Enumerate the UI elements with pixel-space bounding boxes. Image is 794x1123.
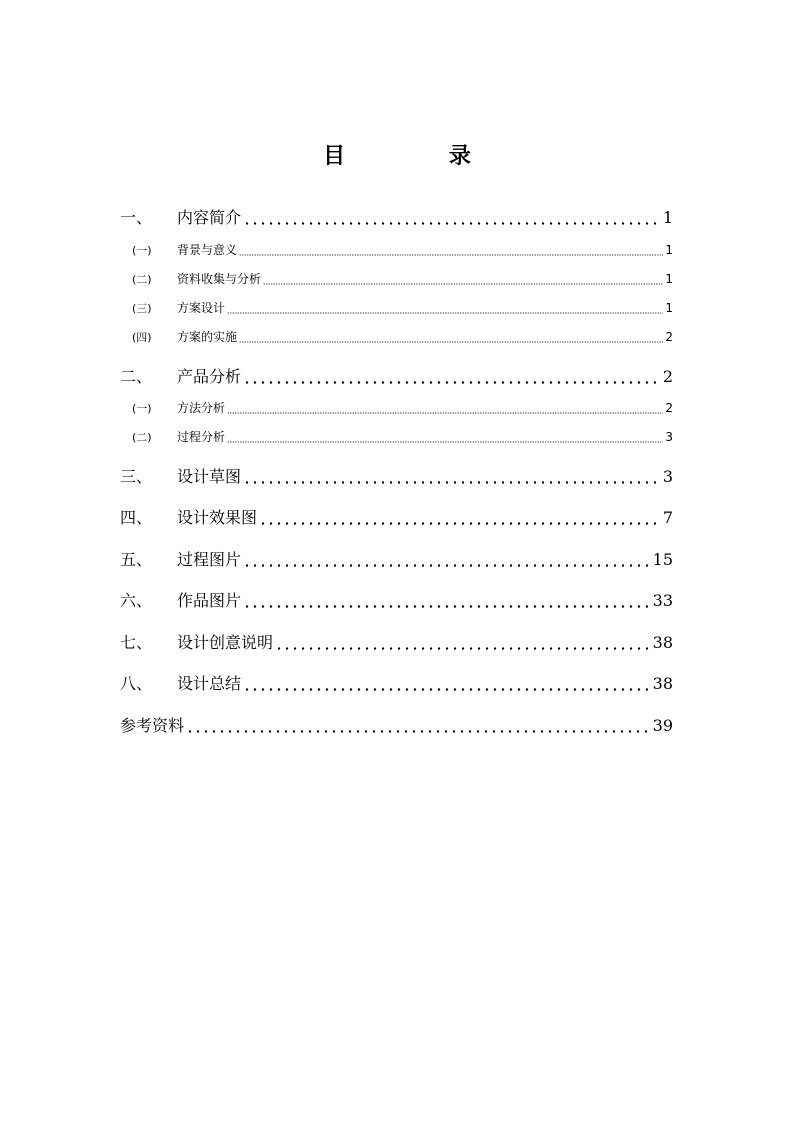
toc-entry-page: 15: [652, 550, 673, 569]
toc-entry-label: 作品图片: [177, 591, 242, 610]
toc-entry-label: 参考资料: [120, 716, 185, 735]
toc-entry-label: 方案的实施: [177, 330, 238, 344]
toc-entry-number: (四): [132, 331, 152, 344]
toc-entry-page: 2: [665, 330, 673, 344]
toc-entry-page: 33: [652, 591, 673, 610]
toc-entry-label: 设计效果图: [177, 508, 258, 527]
toc-entry[interactable]: [120, 400, 673, 417]
toc-entry-label: 背景与意义: [177, 243, 238, 257]
toc-entry-label: 过程图片: [177, 550, 242, 569]
dot-leader: [275, 647, 651, 650]
dot-leader: [227, 312, 663, 314]
toc-entry-page: 2: [665, 401, 673, 415]
toc-entry[interactable]: [120, 466, 673, 488]
toc-entry[interactable]: [120, 632, 673, 654]
dot-leader: [243, 688, 651, 691]
dot-leader: [227, 441, 663, 443]
toc-entry-label: 方案设计: [177, 301, 226, 315]
toc-entry[interactable]: [120, 715, 673, 737]
toc-entry[interactable]: [120, 329, 673, 346]
toc-entry[interactable]: [120, 271, 673, 288]
toc-entry-number: 七、: [120, 633, 153, 652]
dot-leader: [243, 564, 651, 567]
toc-entry[interactable]: [120, 507, 673, 529]
toc-entry-number: (二): [132, 431, 152, 444]
toc-entry-label: 设计创意说明: [177, 633, 274, 652]
page-title: 目 录: [323, 144, 519, 169]
dot-leader: [239, 341, 663, 343]
toc-entry-page: 39: [652, 716, 673, 735]
toc-entry-page: 1: [662, 208, 673, 227]
toc-entry-number: (一): [132, 244, 152, 257]
toc-entry-label: 资料收集与分析: [177, 272, 262, 286]
dot-leader: [243, 222, 661, 225]
toc-entry-number: 四、: [120, 508, 153, 527]
toc-entry-label: 过程分析: [177, 430, 226, 444]
toc-entry-number: (二): [132, 273, 152, 286]
toc-entry-page: 1: [665, 272, 673, 286]
toc-entry-page: 3: [662, 467, 673, 486]
dot-leader: [259, 522, 661, 525]
toc-entry-page: 38: [652, 633, 673, 652]
toc-entry-number: 二、: [120, 367, 153, 386]
toc-entry[interactable]: [120, 549, 673, 571]
toc-entry-number: 八、: [120, 674, 153, 693]
toc-entry-page: 1: [665, 243, 673, 257]
toc-entry[interactable]: [120, 429, 673, 446]
toc-entry-page: 2: [662, 367, 673, 386]
dot-leader: [227, 412, 663, 414]
toc-entry-page: 3: [665, 430, 673, 444]
toc-entry-number: (一): [132, 402, 152, 415]
dot-leader: [243, 605, 651, 608]
toc-entry[interactable]: [120, 242, 673, 259]
toc-entry[interactable]: [120, 207, 673, 229]
dot-leader: [239, 254, 663, 256]
toc-entry-label: 方法分析: [177, 401, 226, 415]
toc-entry-label: 内容简介: [177, 208, 242, 227]
toc-entry-page: 38: [652, 674, 673, 693]
dot-leader: [186, 730, 651, 733]
toc-entry-number: 六、: [120, 591, 153, 610]
toc-entry-number: 三、: [120, 467, 153, 486]
toc-entry[interactable]: [120, 366, 673, 388]
dot-leader: [243, 481, 661, 484]
toc-entry-number: (三): [132, 302, 152, 315]
toc-entry-label: 设计总结: [177, 674, 242, 693]
dot-leader: [243, 381, 661, 384]
toc-entry-label: 设计草图: [177, 467, 242, 486]
dot-leader: [263, 283, 663, 285]
toc-entry[interactable]: [120, 300, 673, 317]
toc-entry-label: 产品分析: [177, 367, 242, 386]
toc-entry-number: 五、: [120, 550, 153, 569]
toc-entry-page: 1: [665, 301, 673, 315]
toc-entry-page: 7: [662, 508, 673, 527]
toc-entry[interactable]: [120, 673, 673, 695]
toc-entry[interactable]: [120, 590, 673, 612]
toc-entry-number: 一、: [120, 208, 153, 227]
